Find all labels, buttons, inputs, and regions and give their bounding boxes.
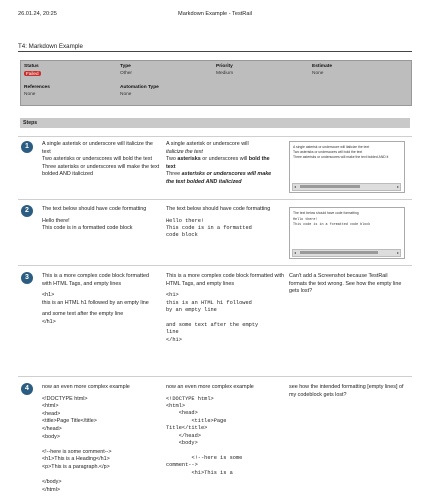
step-1-expected bbox=[166, 141, 284, 187]
step-3-desc-line-3: this is an HTML h1 followed by an empty line bbox=[42, 299, 149, 306]
type-value: Other bbox=[120, 71, 132, 76]
step-2-shot-line-1: The text below should have code formatting bbox=[293, 211, 359, 215]
step-2-exp-code: Hello there! This code is in a formatted code block bbox=[166, 217, 252, 239]
step-3-desc-line-1: This is a more complex code block formatted with HTML Tags, and empty lines bbox=[42, 273, 149, 287]
step-2-shot-scrollbar[interactable] bbox=[292, 249, 401, 257]
step-3-expected bbox=[166, 273, 286, 344]
step-1-description bbox=[42, 141, 160, 179]
priority-label: Priority bbox=[216, 64, 233, 69]
priority-field bbox=[216, 64, 233, 76]
step-2-desc-line-3: This code is in a formatted code block bbox=[42, 225, 133, 232]
estimate-label: Estimate bbox=[312, 64, 332, 69]
step-4-actual bbox=[289, 384, 407, 399]
step-1-desc-line-2: Two asterisks or underscores will bold the text bbox=[42, 156, 152, 163]
type-field bbox=[120, 64, 132, 76]
scroll-right-icon: ▸ bbox=[396, 250, 399, 255]
references-value: None bbox=[24, 92, 36, 97]
step-3-description bbox=[42, 273, 160, 327]
step-1-exp-three: Three bbox=[166, 171, 182, 178]
step-1-exp-two: Two bbox=[166, 156, 178, 163]
step-1-desc-line-3: Three asterisks or underscores will make the text bolded AND italicized bbox=[42, 163, 160, 178]
step-3-desc-line-2: <h1> bbox=[42, 292, 55, 299]
step-1-desc-line-1: A single asterisk or underscore will italicize the text bbox=[42, 141, 153, 155]
step-3-actual-text: Can't add a Screenshot because TestRail formats the text wrong. See how the empty line gets lost? bbox=[289, 273, 402, 295]
step-4-desc-code: <!DOCTYPE html> <html> <head> <title>Page Title</title> </head> <body> <!--here is some comment--> <h1>This is a Heading</h1> <p>This is a paragraph.</p> </body> </html> bbox=[42, 395, 112, 493]
step-1-shot-line-1: A single asterisk or underscore will italicize the text bbox=[293, 145, 370, 149]
step-1-exp-line-3 bbox=[166, 171, 284, 179]
step-number-badge: 4 bbox=[21, 383, 33, 395]
step-2-desc-line-2: Hello there! bbox=[42, 217, 70, 224]
title-divider bbox=[18, 51, 412, 52]
estimate-field bbox=[312, 64, 332, 76]
step-2-screenshot bbox=[289, 207, 405, 259]
scroll-left-icon: ◂ bbox=[294, 250, 297, 255]
automation-field bbox=[120, 85, 159, 97]
page-title: T4: Markdown Example bbox=[18, 43, 83, 50]
step-1-exp-or-underscores: or underscores will bbox=[200, 156, 249, 163]
step-1-exp-bold-asterisks: asterisks bbox=[177, 156, 201, 163]
step-3-exp-line-1: This is a more complex code block formatted with HTML Tags, and empty lines bbox=[166, 273, 285, 287]
step-divider bbox=[18, 376, 412, 377]
estimate-value: None bbox=[312, 71, 324, 76]
scroll-right-icon: ▸ bbox=[396, 184, 399, 189]
step-4-actual-text: see how the intended formatting [empty lines] of my codeblock gets lost? bbox=[289, 384, 404, 398]
step-1-screenshot bbox=[289, 141, 405, 193]
step-4-description bbox=[42, 384, 160, 494]
step-1-exp-bold-italic-a: asterisks or underscores will make bbox=[181, 171, 272, 178]
step-2-shot-line-3: This code is in a formatted code block bbox=[293, 223, 371, 227]
step-1-exp-italic: italicize the text bbox=[166, 148, 203, 155]
step-divider bbox=[18, 136, 412, 137]
step-1-exp-bold-italic-b: the text bolded AND italicized bbox=[166, 178, 242, 185]
step-number-badge: 3 bbox=[21, 272, 33, 284]
step-4-exp-code: <!DOCTYPE html> <html> <head> <title>Page Title</title> </head> <body> <!--here is some comment--> <h1>This is a bbox=[166, 395, 243, 476]
steps-section-header: Steps bbox=[20, 118, 410, 128]
step-divider bbox=[18, 265, 412, 266]
step-4-exp-line-1: now an even more complex example bbox=[166, 384, 254, 390]
scroll-thumb[interactable] bbox=[300, 185, 360, 188]
step-2-shot-line-2: Hello there! bbox=[293, 218, 318, 222]
status-field bbox=[24, 64, 41, 77]
step-divider bbox=[18, 199, 412, 200]
step-3-actual bbox=[289, 273, 407, 296]
step-number-badge: 1 bbox=[21, 141, 33, 153]
step-1-shot-line-2: Two asterisks or underscores will bold the text bbox=[293, 150, 363, 154]
step-3-exp-code: <h1> this is an HTML h1 followed by an empty line and some text after the empty line </h1> bbox=[166, 292, 259, 343]
print-date: 26.01.24, 20:25 bbox=[18, 11, 57, 17]
references-field bbox=[24, 85, 50, 97]
step-4-desc-line-1: now an even more complex example bbox=[42, 384, 130, 390]
automation-label: Automation Type bbox=[120, 85, 159, 90]
references-label: References bbox=[24, 85, 50, 90]
priority-value: Medium bbox=[216, 71, 234, 76]
step-1-exp-line-2 bbox=[166, 156, 284, 164]
step-2-desc-line-1: The text below should have code formatting bbox=[42, 206, 147, 212]
step-1-exp-bold-text: text bbox=[166, 163, 176, 170]
status-badge: Failed bbox=[26, 71, 39, 76]
step-2-expected bbox=[166, 206, 286, 240]
scroll-thumb[interactable] bbox=[300, 251, 378, 254]
step-2-description bbox=[42, 206, 160, 233]
print-title: Markdown Example - TestRail bbox=[178, 11, 252, 17]
step-1-shot-line-3: Three asterisks or underscores will make the text bolded AND it bbox=[293, 155, 389, 159]
step-1-exp-bold-word: bold the bbox=[248, 156, 270, 163]
case-info-panel bbox=[20, 60, 412, 106]
step-3-desc-line-5: </h1> bbox=[42, 318, 56, 325]
step-2-exp-line-1: The text below should have code formatting bbox=[166, 206, 271, 212]
step-4-expected bbox=[166, 384, 286, 477]
automation-value: None bbox=[120, 92, 132, 97]
step-3-desc-line-4: and some text after the empty line bbox=[42, 311, 124, 318]
step-number-badge: 2 bbox=[21, 205, 33, 217]
step-1-shot-scrollbar[interactable] bbox=[292, 183, 401, 191]
status-label: Status bbox=[24, 64, 39, 69]
type-label: Type bbox=[120, 64, 131, 69]
step-1-exp-line-1: A single asterisk or underscore will bbox=[166, 141, 249, 147]
scroll-left-icon: ◂ bbox=[294, 184, 297, 189]
